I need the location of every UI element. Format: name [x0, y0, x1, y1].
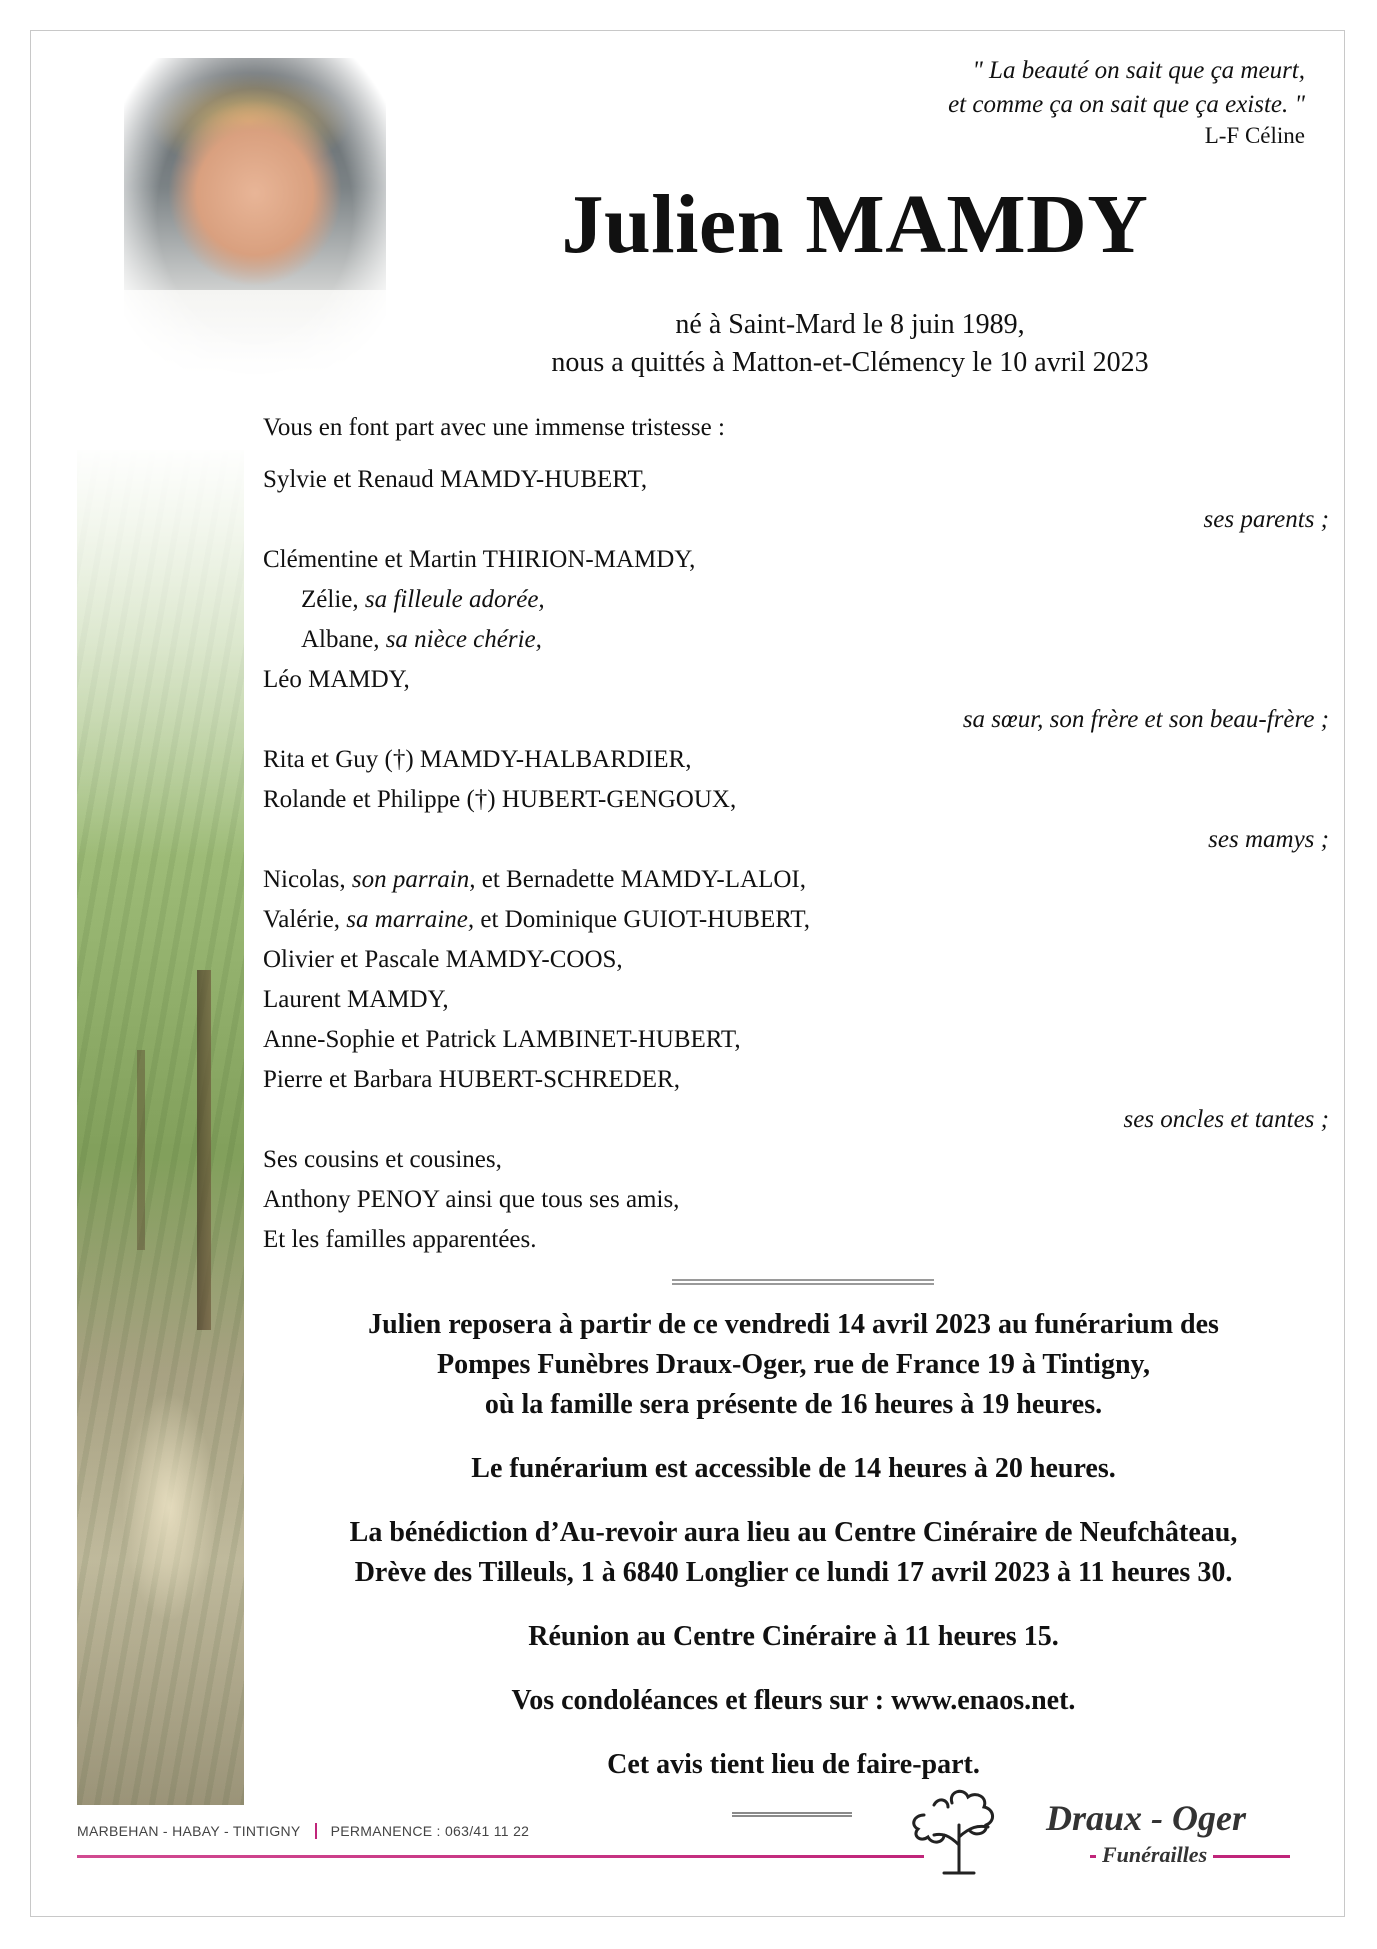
info-line: Pompes Funèbres Draux-Oger, rue de France 19 à Tintigny,	[437, 1349, 1150, 1380]
name-part: Nicolas,	[263, 866, 352, 893]
family-line: Rita et Guy (†) MAMDY-HALBARDIER,	[263, 746, 692, 773]
family-line: Rolande et Philippe (†) HUBERT-GENGOUX,	[263, 786, 737, 813]
family-announcement	[263, 408, 1329, 1260]
family-line	[263, 900, 1329, 940]
ceremony-info	[258, 1305, 1329, 1785]
info-line: Vos condoléances et fleurs sur : www.enaos.net.	[511, 1685, 1076, 1716]
footer-permanence: PERMANENCE : 063/41 11 22	[330, 1823, 530, 1839]
info-line: Julien reposera à partir de ce vendredi 14 avril 2023 au funérarium des	[368, 1309, 1219, 1340]
family-line	[263, 860, 1329, 900]
relation-label: sa sœur, son frère et son beau-frère ;	[962, 706, 1329, 733]
family-line: Léo MAMDY,	[263, 666, 410, 693]
quote-author: L-F Céline	[1204, 123, 1305, 148]
portrait-photo	[124, 58, 386, 380]
birth-line: né à Saint-Mard le 8 juin 1989,	[675, 309, 1025, 340]
death-line: nous a quittés à Matton-et-Clémency le 10 avril 2023	[551, 347, 1149, 378]
section-divider	[672, 1279, 934, 1285]
name-part: Valérie,	[263, 906, 347, 933]
family-line: Sylvie et Renaud MAMDY-HUBERT,	[263, 466, 648, 493]
deceased-name: Julien MAMDY	[561, 178, 1149, 271]
brand-subtitle: Funérailles	[1096, 1842, 1213, 1868]
child-relation: sa nièce chérie,	[385, 626, 542, 653]
brand-name: Draux - Oger	[1046, 1798, 1247, 1838]
family-line: Laurent MAMDY,	[263, 986, 449, 1013]
family-line: Ses cousins et cousines,	[263, 1146, 502, 1173]
intro-line: Vous en font part avec une immense tristesse :	[263, 414, 725, 441]
name-part: et Bernadette MAMDY-LALOI,	[475, 866, 806, 893]
family-line	[263, 620, 1329, 660]
relation-label: ses mamys ;	[1208, 826, 1329, 853]
epigraph-quote	[948, 54, 1305, 150]
info-line: Drève des Tilleuls, 1 à 6840 Longlier ce lundi 17 avril 2023 à 11 heures 30.	[354, 1557, 1233, 1588]
footer-rule	[732, 1812, 852, 1817]
child-relation: sa filleule adorée,	[364, 586, 545, 613]
family-line: Olivier et Pascale MAMDY-COOS,	[263, 946, 623, 973]
info-line: où la famille sera présente de 16 heures à 19 heures.	[484, 1389, 1103, 1420]
family-line: Anthony PENOY ainsi que tous ses amis,	[263, 1186, 680, 1213]
quote-line-1: " La beauté on sait que ça meurt,	[972, 57, 1305, 84]
role-part: sa marraine,	[346, 906, 475, 933]
info-line: Réunion au Centre Cinéraire à 11 heures 15.	[528, 1621, 1059, 1652]
child-name: Zélie,	[301, 586, 365, 613]
family-line	[263, 580, 1329, 620]
footer-accent-line	[77, 1855, 924, 1858]
family-line: Anne-Sophie et Patrick LAMBINET-HUBERT,	[263, 1026, 741, 1053]
tree-logo-icon	[904, 1785, 1014, 1877]
child-name: Albane,	[301, 626, 386, 653]
forest-path-image	[77, 450, 244, 1805]
info-line: Cet avis tient lieu de faire-part.	[607, 1749, 980, 1780]
birth-death-info	[470, 306, 1230, 382]
quote-line-2: et comme ça on sait que ça existe. "	[948, 91, 1305, 118]
footer-locations: MARBEHAN - HABAY - TINTIGNY	[77, 1823, 301, 1839]
footer-contact	[77, 1823, 529, 1839]
info-line: Le funérarium est accessible de 14 heures à 20 heures.	[471, 1453, 1116, 1484]
relation-label: ses parents ;	[1203, 506, 1329, 533]
relation-label: ses oncles et tantes ;	[1123, 1106, 1329, 1133]
name-part: et Dominique GUIOT-HUBERT,	[474, 906, 811, 933]
family-line: Et les familles apparentées.	[263, 1226, 537, 1253]
family-line: Pierre et Barbara HUBERT-SCHREDER,	[263, 1066, 680, 1093]
info-line: La bénédiction d’Au-revoir aura lieu au Centre Cinéraire de Neufchâteau,	[349, 1517, 1238, 1548]
role-part: son parrain,	[351, 866, 476, 893]
family-line: Clémentine et Martin THIRION-MAMDY,	[263, 546, 696, 573]
